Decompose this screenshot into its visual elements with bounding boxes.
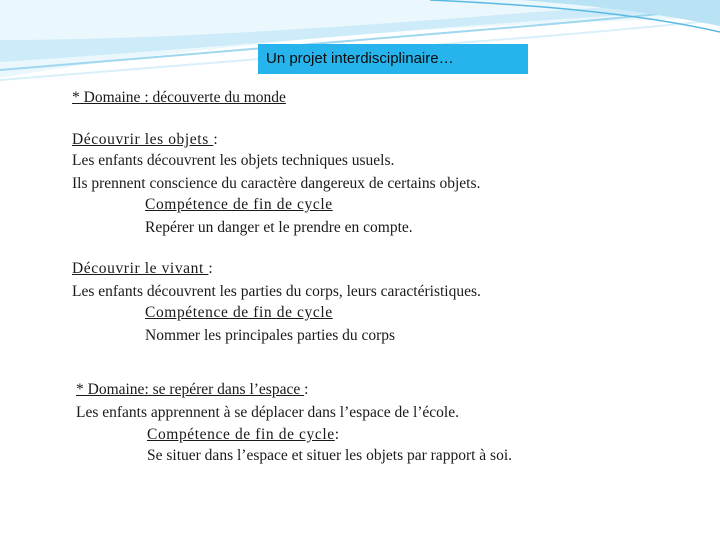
espace-competence-text: Se situer dans l’espace et situer les objets par rapport à soi. [147, 447, 512, 464]
slide-title: Un projet interdisciplinaire… [258, 44, 528, 74]
objets-line-2: Ils prennent conscience du caractère dangereux de certains objets. [72, 175, 481, 192]
espace-heading [76, 380, 308, 400]
espace-heading-text: * Domaine: se repérer dans l’espace [76, 381, 305, 398]
objets-heading-colon: : [213, 131, 218, 148]
objets-competence-label: Compétence de fin de cycle [145, 196, 333, 213]
objets-line-1: Les enfants découvrent les objets techniques usuels. [72, 152, 395, 169]
vivant-heading-text: Découvrir le vivant [72, 260, 209, 277]
espace-competence-colon: : [334, 426, 340, 443]
vivant-heading [72, 259, 213, 279]
objets-heading-text: Découvrir les objets [72, 131, 214, 148]
vivant-competence-text: Nommer les principales parties du corps [145, 327, 396, 344]
objets-heading [72, 130, 218, 150]
vivant-heading-colon: : [208, 260, 213, 277]
espace-line-1: Les enfants apprennent à se déplacer dans l’espace de l’école. [76, 404, 459, 421]
vivant-competence-label: Compétence de fin de cycle [145, 304, 333, 321]
espace-heading-colon: : [304, 381, 309, 398]
vivant-line-1: Les enfants découvrent les parties du corps, leurs caractéristiques. [72, 283, 481, 300]
espace-competence-label: Compétence de fin de cycle [147, 426, 335, 443]
espace-competence [147, 425, 339, 445]
objets-competence-text: Repérer un danger et le prendre en compte. [145, 219, 413, 236]
domain-monde-heading: * Domaine : découverte du monde [72, 89, 286, 106]
